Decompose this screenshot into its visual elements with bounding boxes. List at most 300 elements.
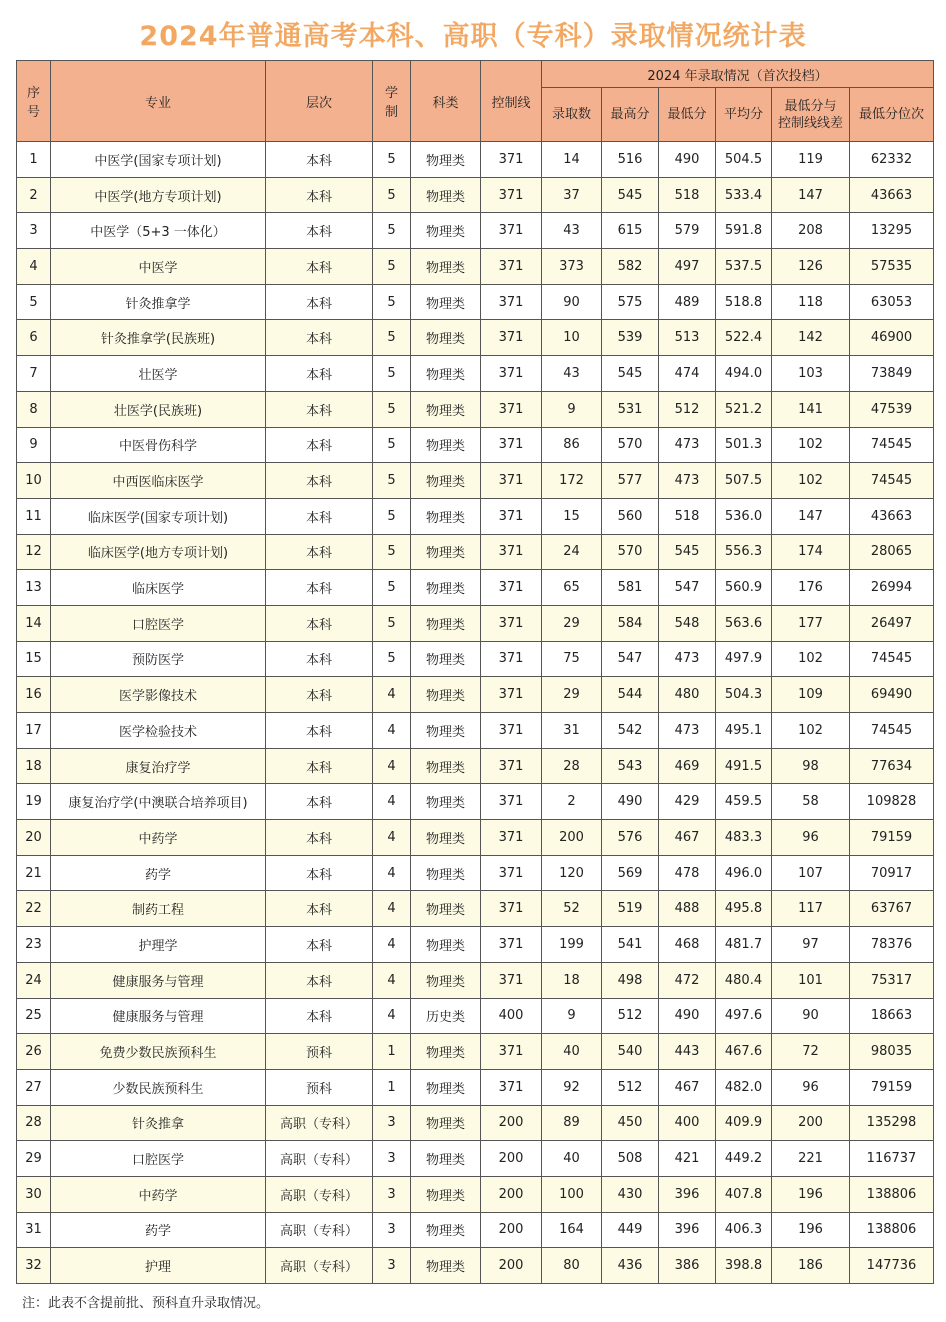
cell-max-score: 570 (602, 534, 659, 570)
cell-admitted: 172 (542, 463, 602, 499)
cell-duration: 4 (373, 748, 411, 784)
cell-level: 本科 (266, 677, 373, 713)
table-row (17, 463, 934, 499)
table-row (17, 605, 934, 641)
cell-min-rank: 26497 (850, 605, 934, 641)
cell-diff: 118 (772, 284, 850, 320)
cell-max-score: 582 (602, 249, 659, 285)
cell-level: 高职（专科） (266, 1176, 373, 1212)
header-index-line1: 序 (26, 86, 40, 101)
cell-duration: 4 (373, 998, 411, 1034)
cell-control-line: 200 (481, 1141, 542, 1177)
cell-index: 10 (17, 463, 51, 499)
header-index (17, 61, 51, 142)
cell-min-score: 473 (659, 641, 716, 677)
cell-duration: 4 (373, 927, 411, 963)
cell-index: 7 (17, 356, 51, 392)
cell-avg-score: 409.9 (716, 1105, 772, 1141)
cell-min-score: 467 (659, 1069, 716, 1105)
cell-min-score: 489 (659, 284, 716, 320)
table-row (17, 1069, 934, 1105)
cell-major: 中医学（5+3 一体化） (51, 213, 266, 249)
cell-diff: 96 (772, 1069, 850, 1105)
cell-category: 物理类 (411, 534, 481, 570)
cell-duration: 5 (373, 249, 411, 285)
cell-major: 医学影像技术 (51, 677, 266, 713)
table-row (17, 998, 934, 1034)
cell-avg-score: 449.2 (716, 1141, 772, 1177)
cell-min-rank: 147736 (850, 1248, 934, 1284)
cell-control-line: 200 (481, 1212, 542, 1248)
cell-category: 物理类 (411, 1212, 481, 1248)
cell-min-score: 400 (659, 1105, 716, 1141)
cell-admitted: 52 (542, 891, 602, 927)
cell-control-line: 371 (481, 855, 542, 891)
cell-min-score: 478 (659, 855, 716, 891)
cell-level: 本科 (266, 998, 373, 1034)
cell-category: 物理类 (411, 1069, 481, 1105)
cell-avg-score: 480.4 (716, 962, 772, 998)
cell-min-score: 443 (659, 1034, 716, 1070)
cell-min-score: 473 (659, 427, 716, 463)
cell-avg-score: 521.2 (716, 391, 772, 427)
header-level: 层次 (266, 61, 373, 142)
cell-index: 22 (17, 891, 51, 927)
cell-control-line: 371 (481, 213, 542, 249)
cell-avg-score: 504.3 (716, 677, 772, 713)
cell-avg-score: 497.9 (716, 641, 772, 677)
cell-min-rank: 43663 (850, 177, 934, 213)
cell-duration: 3 (373, 1105, 411, 1141)
cell-index: 31 (17, 1212, 51, 1248)
table-row (17, 927, 934, 963)
cell-major: 护理学 (51, 927, 266, 963)
cell-index: 28 (17, 1105, 51, 1141)
cell-min-rank: 79159 (850, 1069, 934, 1105)
cell-control-line: 371 (481, 391, 542, 427)
cell-admitted: 120 (542, 855, 602, 891)
cell-index: 12 (17, 534, 51, 570)
cell-level: 高职（专科） (266, 1248, 373, 1284)
cell-admitted: 100 (542, 1176, 602, 1212)
cell-control-line: 371 (481, 498, 542, 534)
cell-admitted: 43 (542, 213, 602, 249)
cell-index: 18 (17, 748, 51, 784)
table-row (17, 142, 934, 178)
cell-min-rank: 109828 (850, 784, 934, 820)
cell-avg-score: 560.9 (716, 570, 772, 606)
cell-admitted: 28 (542, 748, 602, 784)
cell-min-score: 513 (659, 320, 716, 356)
cell-category: 物理类 (411, 1141, 481, 1177)
cell-level: 本科 (266, 249, 373, 285)
cell-duration: 1 (373, 1034, 411, 1070)
cell-avg-score: 556.3 (716, 534, 772, 570)
cell-avg-score: 467.6 (716, 1034, 772, 1070)
cell-category: 物理类 (411, 641, 481, 677)
cell-admitted: 9 (542, 998, 602, 1034)
cell-min-rank: 78376 (850, 927, 934, 963)
cell-diff: 97 (772, 927, 850, 963)
header-max-score: 最高分 (602, 88, 659, 142)
table-row (17, 748, 934, 784)
cell-category: 物理类 (411, 320, 481, 356)
cell-max-score: 540 (602, 1034, 659, 1070)
table-row (17, 391, 934, 427)
cell-min-score: 421 (659, 1141, 716, 1177)
cell-avg-score: 496.0 (716, 855, 772, 891)
cell-level: 本科 (266, 962, 373, 998)
cell-max-score: 508 (602, 1141, 659, 1177)
cell-index: 11 (17, 498, 51, 534)
cell-admitted: 43 (542, 356, 602, 392)
cell-control-line: 371 (481, 713, 542, 749)
cell-admitted: 15 (542, 498, 602, 534)
cell-category: 历史类 (411, 998, 481, 1034)
header-avg-score: 平均分 (716, 88, 772, 142)
cell-control-line: 371 (481, 820, 542, 856)
cell-max-score: 542 (602, 713, 659, 749)
cell-diff: 96 (772, 820, 850, 856)
cell-control-line: 371 (481, 927, 542, 963)
cell-min-rank: 18663 (850, 998, 934, 1034)
cell-max-score: 577 (602, 463, 659, 499)
cell-min-rank: 28065 (850, 534, 934, 570)
table-row (17, 677, 934, 713)
cell-diff: 208 (772, 213, 850, 249)
cell-max-score: 569 (602, 855, 659, 891)
table-header (17, 61, 934, 142)
table-row (17, 641, 934, 677)
cell-duration: 5 (373, 427, 411, 463)
cell-level: 本科 (266, 427, 373, 463)
cell-control-line: 371 (481, 962, 542, 998)
cell-index: 4 (17, 249, 51, 285)
cell-level: 本科 (266, 891, 373, 927)
cell-duration: 4 (373, 962, 411, 998)
cell-duration: 5 (373, 391, 411, 427)
cell-category: 物理类 (411, 748, 481, 784)
cell-min-score: 518 (659, 498, 716, 534)
cell-major: 针灸推拿 (51, 1105, 266, 1141)
cell-index: 32 (17, 1248, 51, 1284)
cell-index: 27 (17, 1069, 51, 1105)
cell-control-line: 371 (481, 142, 542, 178)
cell-min-rank: 13295 (850, 213, 934, 249)
table-row (17, 1212, 934, 1248)
cell-index: 23 (17, 927, 51, 963)
cell-diff: 147 (772, 498, 850, 534)
cell-avg-score: 497.6 (716, 998, 772, 1034)
cell-avg-score: 481.7 (716, 927, 772, 963)
cell-duration: 3 (373, 1176, 411, 1212)
cell-level: 高职（专科） (266, 1105, 373, 1141)
cell-min-rank: 74545 (850, 641, 934, 677)
cell-duration: 5 (373, 605, 411, 641)
cell-control-line: 371 (481, 320, 542, 356)
cell-category: 物理类 (411, 177, 481, 213)
cell-duration: 5 (373, 570, 411, 606)
cell-min-score: 468 (659, 927, 716, 963)
cell-avg-score: 407.8 (716, 1176, 772, 1212)
cell-index: 8 (17, 391, 51, 427)
cell-min-rank: 70917 (850, 855, 934, 891)
cell-min-rank: 74545 (850, 463, 934, 499)
table-row (17, 891, 934, 927)
header-duration-line1: 学 (384, 86, 398, 101)
cell-control-line: 371 (481, 891, 542, 927)
cell-diff: 101 (772, 962, 850, 998)
cell-avg-score: 491.5 (716, 748, 772, 784)
cell-major: 口腔医学 (51, 1141, 266, 1177)
cell-max-score: 512 (602, 998, 659, 1034)
cell-level: 本科 (266, 570, 373, 606)
cell-index: 19 (17, 784, 51, 820)
header-diff (772, 88, 850, 142)
cell-duration: 5 (373, 284, 411, 320)
cell-control-line: 371 (481, 463, 542, 499)
cell-category: 物理类 (411, 356, 481, 392)
cell-duration: 5 (373, 498, 411, 534)
cell-level: 高职（专科） (266, 1212, 373, 1248)
cell-duration: 5 (373, 142, 411, 178)
cell-level: 本科 (266, 784, 373, 820)
cell-diff: 176 (772, 570, 850, 606)
cell-max-score: 531 (602, 391, 659, 427)
cell-avg-score: 537.5 (716, 249, 772, 285)
cell-duration: 5 (373, 320, 411, 356)
cell-diff: 221 (772, 1141, 850, 1177)
cell-admitted: 9 (542, 391, 602, 427)
cell-min-rank: 26994 (850, 570, 934, 606)
cell-admitted: 40 (542, 1034, 602, 1070)
cell-min-rank: 75317 (850, 962, 934, 998)
cell-index: 6 (17, 320, 51, 356)
cell-duration: 5 (373, 463, 411, 499)
cell-admitted: 90 (542, 284, 602, 320)
cell-avg-score: 398.8 (716, 1248, 772, 1284)
cell-control-line: 371 (481, 570, 542, 606)
cell-admitted: 80 (542, 1248, 602, 1284)
cell-min-score: 396 (659, 1212, 716, 1248)
table-body (17, 142, 934, 1284)
cell-min-score: 497 (659, 249, 716, 285)
cell-min-score: 490 (659, 142, 716, 178)
cell-max-score: 519 (602, 891, 659, 927)
cell-avg-score: 507.5 (716, 463, 772, 499)
cell-min-score: 480 (659, 677, 716, 713)
cell-major: 健康服务与管理 (51, 962, 266, 998)
cell-category: 物理类 (411, 927, 481, 963)
cell-control-line: 371 (481, 1034, 542, 1070)
cell-index: 20 (17, 820, 51, 856)
cell-admitted: 29 (542, 605, 602, 641)
table-row (17, 534, 934, 570)
cell-avg-score: 522.4 (716, 320, 772, 356)
cell-avg-score: 504.5 (716, 142, 772, 178)
cell-avg-score: 459.5 (716, 784, 772, 820)
cell-major: 临床医学(国家专项计划) (51, 498, 266, 534)
cell-category: 物理类 (411, 784, 481, 820)
cell-duration: 5 (373, 641, 411, 677)
cell-diff: 147 (772, 177, 850, 213)
cell-level: 本科 (266, 748, 373, 784)
cell-control-line: 371 (481, 748, 542, 784)
cell-level: 本科 (266, 213, 373, 249)
cell-min-score: 472 (659, 962, 716, 998)
cell-min-rank: 57535 (850, 249, 934, 285)
cell-level: 本科 (266, 534, 373, 570)
cell-min-rank: 98035 (850, 1034, 934, 1070)
cell-min-rank: 47539 (850, 391, 934, 427)
cell-index: 2 (17, 177, 51, 213)
table-row (17, 570, 934, 606)
cell-admitted: 373 (542, 249, 602, 285)
cell-duration: 4 (373, 784, 411, 820)
cell-major: 制药工程 (51, 891, 266, 927)
table-row (17, 1034, 934, 1070)
cell-index: 17 (17, 713, 51, 749)
page-title: 2024年普通高考本科、高职（专科）录取情况统计表 (139, 21, 807, 52)
table-row (17, 855, 934, 891)
cell-category: 物理类 (411, 249, 481, 285)
cell-min-score: 473 (659, 713, 716, 749)
cell-min-score: 490 (659, 998, 716, 1034)
header-category: 科类 (411, 61, 481, 142)
cell-major: 免费少数民族预科生 (51, 1034, 266, 1070)
cell-max-score: 545 (602, 177, 659, 213)
cell-major: 护理 (51, 1248, 266, 1284)
cell-max-score: 449 (602, 1212, 659, 1248)
cell-duration: 4 (373, 891, 411, 927)
table-row (17, 284, 934, 320)
cell-index: 24 (17, 962, 51, 998)
cell-category: 物理类 (411, 213, 481, 249)
cell-admitted: 18 (542, 962, 602, 998)
cell-avg-score: 495.1 (716, 713, 772, 749)
cell-control-line: 371 (481, 641, 542, 677)
cell-min-score: 548 (659, 605, 716, 641)
cell-duration: 4 (373, 820, 411, 856)
cell-control-line: 200 (481, 1105, 542, 1141)
cell-diff: 103 (772, 356, 850, 392)
cell-index: 13 (17, 570, 51, 606)
table-row (17, 213, 934, 249)
cell-control-line: 371 (481, 177, 542, 213)
cell-diff: 126 (772, 249, 850, 285)
cell-diff: 109 (772, 677, 850, 713)
table-row (17, 177, 934, 213)
cell-major: 医学检验技术 (51, 713, 266, 749)
cell-level: 本科 (266, 391, 373, 427)
cell-max-score: 570 (602, 427, 659, 463)
cell-category: 物理类 (411, 1176, 481, 1212)
cell-index: 30 (17, 1176, 51, 1212)
cell-min-score: 473 (659, 463, 716, 499)
cell-admitted: 164 (542, 1212, 602, 1248)
cell-major: 中药学 (51, 1176, 266, 1212)
table-row (17, 356, 934, 392)
cell-min-score: 429 (659, 784, 716, 820)
header-duration-line2: 制 (384, 105, 398, 120)
cell-admitted: 29 (542, 677, 602, 713)
cell-major: 药学 (51, 855, 266, 891)
cell-major: 壮医学(民族班) (51, 391, 266, 427)
cell-category: 物理类 (411, 605, 481, 641)
table-row (17, 427, 934, 463)
cell-control-line: 371 (481, 284, 542, 320)
cell-diff: 98 (772, 748, 850, 784)
cell-max-score: 584 (602, 605, 659, 641)
cell-major: 中医骨伤科学 (51, 427, 266, 463)
cell-major: 健康服务与管理 (51, 998, 266, 1034)
cell-diff: 174 (772, 534, 850, 570)
cell-admitted: 92 (542, 1069, 602, 1105)
cell-category: 物理类 (411, 284, 481, 320)
cell-major: 康复治疗学 (51, 748, 266, 784)
footnote: 注：此表不含提前批、预科直升录取情况。 (22, 1296, 270, 1311)
cell-max-score: 543 (602, 748, 659, 784)
cell-duration: 5 (373, 213, 411, 249)
cell-duration: 3 (373, 1141, 411, 1177)
cell-duration: 3 (373, 1248, 411, 1284)
header-diff-line1: 最低分与 (784, 98, 837, 114)
cell-diff: 102 (772, 713, 850, 749)
cell-min-score: 518 (659, 177, 716, 213)
cell-index: 3 (17, 213, 51, 249)
table-row (17, 1248, 934, 1284)
cell-major: 临床医学(地方专项计划) (51, 534, 266, 570)
cell-diff: 107 (772, 855, 850, 891)
cell-major: 中医学 (51, 249, 266, 285)
cell-index: 9 (17, 427, 51, 463)
cell-control-line: 400 (481, 998, 542, 1034)
cell-category: 物理类 (411, 1034, 481, 1070)
cell-diff: 196 (772, 1176, 850, 1212)
table-row (17, 784, 934, 820)
cell-diff: 102 (772, 427, 850, 463)
header-min-rank: 最低分位次 (850, 88, 934, 142)
cell-min-score: 579 (659, 213, 716, 249)
cell-diff: 102 (772, 641, 850, 677)
cell-index: 15 (17, 641, 51, 677)
cell-max-score: 436 (602, 1248, 659, 1284)
cell-admitted: 40 (542, 1141, 602, 1177)
cell-min-rank: 116737 (850, 1141, 934, 1177)
cell-control-line: 371 (481, 356, 542, 392)
cell-level: 高职（专科） (266, 1141, 373, 1177)
cell-control-line: 371 (481, 677, 542, 713)
cell-min-score: 512 (659, 391, 716, 427)
cell-duration: 5 (373, 177, 411, 213)
cell-avg-score: 533.4 (716, 177, 772, 213)
cell-major: 预防医学 (51, 641, 266, 677)
cell-category: 物理类 (411, 391, 481, 427)
cell-diff: 200 (772, 1105, 850, 1141)
cell-duration: 5 (373, 356, 411, 392)
cell-major: 康复治疗学(中澳联合培养项目) (51, 784, 266, 820)
cell-diff: 196 (772, 1212, 850, 1248)
cell-max-score: 581 (602, 570, 659, 606)
cell-max-score: 430 (602, 1176, 659, 1212)
cell-max-score: 490 (602, 784, 659, 820)
cell-diff: 186 (772, 1248, 850, 1284)
cell-duration: 4 (373, 713, 411, 749)
cell-diff: 119 (772, 142, 850, 178)
cell-min-score: 469 (659, 748, 716, 784)
cell-major: 针灸推拿学(民族班) (51, 320, 266, 356)
cell-level: 预科 (266, 1069, 373, 1105)
